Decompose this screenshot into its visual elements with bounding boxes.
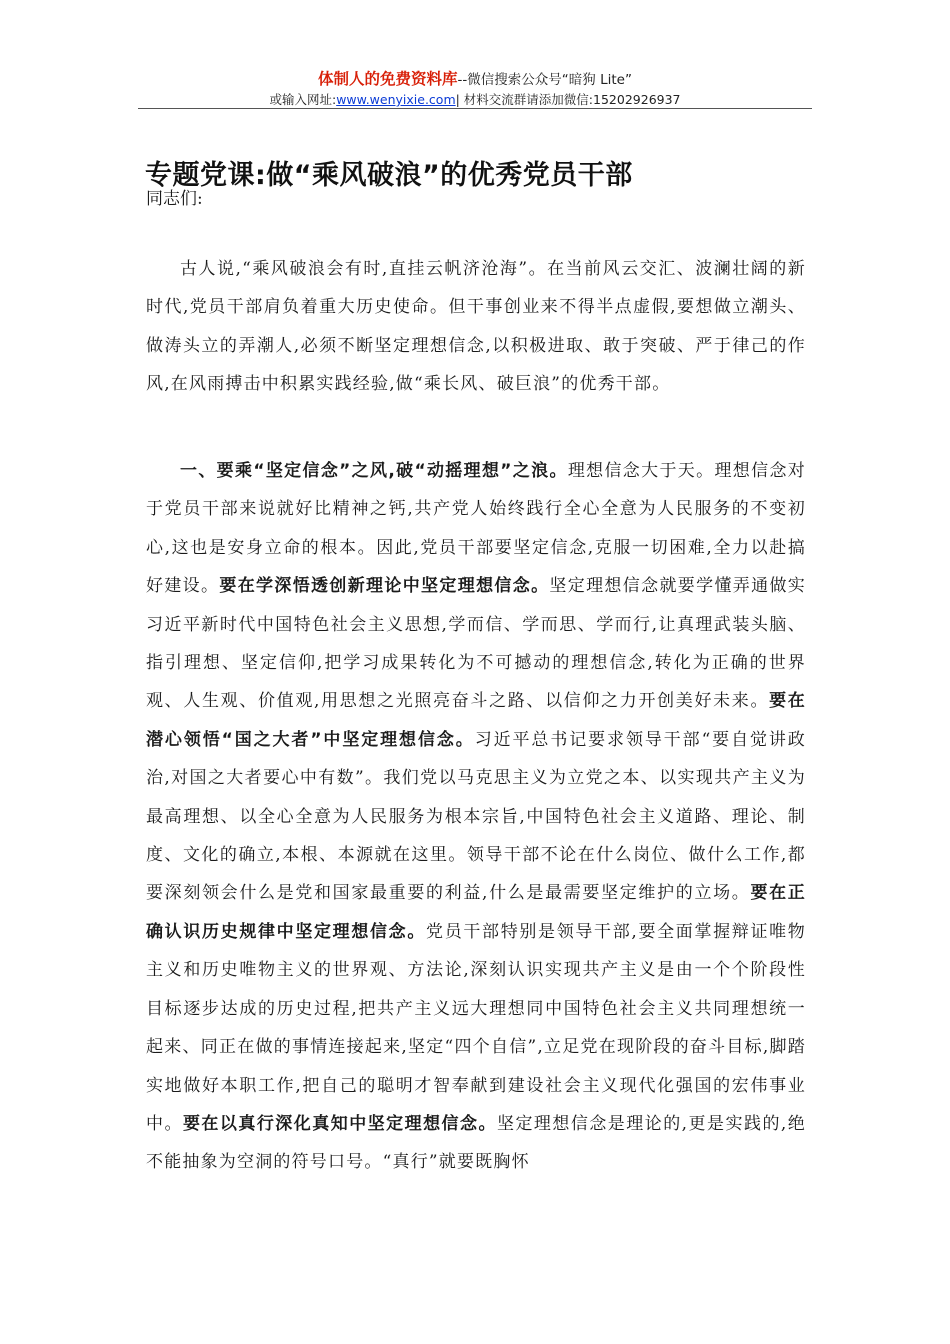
section-1-text: 坚定理想信念是理论的,更是实践的,绝不能抽象为空洞的符号口号。“真行”就要既胸怀 (146, 1113, 806, 1173)
section-1-point: 要在以真行深化真知中坚定理想信念。 (182, 1113, 497, 1134)
header-contact-line (138, 91, 812, 108)
intro-paragraph: 古人说,“乘风破浪会有时,直挂云帆济沧海”。在当前风云交汇、波澜壮阔的新时代,党员干部肩负着重大历史使命。但干事创业来不得半点虚假,要想做立潮头、做涛头立的弄潮人,必须不断坚定理想信念,以积极进取、敢于突破、严于律己的作风,在风雨搏击中积累实践经验,做“乘长风、破巨浪”的优秀干部。 (146, 259, 806, 395)
section-1-point: 要在正确认识历史规律中坚定理想信念。 (146, 883, 806, 942)
page-header (138, 70, 812, 108)
header-divider (138, 108, 812, 109)
header-url-prefix: 或输入网址: (269, 92, 337, 107)
greeting: 同志们: (146, 189, 203, 209)
section-1-text: 理想信念大于天。理想信念对于党员干部来说就好比精神之钙,共产党人始终践行全心全意为人民服务的不变初心,这也是安身立命的根本。因此,党员干部要坚定信念,克服一切困难,全力以赴搞好建设。 (146, 461, 807, 597)
document-title: 专题党课:做“乘风破浪”的优秀党员干部 (145, 160, 633, 191)
section-1-paragraph (146, 452, 806, 1182)
section-1-heading: 一、要乘“坚定信念”之风,破“动摇理想”之浪。 (180, 461, 568, 481)
header-brand: 体制人的免费资料库 (318, 70, 458, 88)
header-website-link[interactable]: www.wenyixie.com (336, 92, 456, 107)
section-1-point: 要在学深悟透创新理论中坚定理想信念。 (219, 576, 550, 597)
section-1-text: 党员干部特别是领导干部,要全面掌握辩证唯物主义和历史唯物主义的世界观、方法论,深刻认识实现共产主义是由一个个阶段性目标逐步达成的历史过程,把共产主义远大理想同中国特色社会主义共同理想统一起来、同正在做的事情连接起来,坚定“四个自信”,立足党在现阶段的奋斗目标,脚踏实地做好本职工作,把自己的聪明才智奉献到建设社会主义现代化强国的宏伟事业中。 (146, 921, 807, 1134)
section-1-text: 习近平总书记要求领导干部“要自觉讲政治,对国之大者要心中有数”。我们党以马克思主义为立党之本、以实现共产主义为最高理想、以全心全意为人民服务为根本宗旨,中国特色社会主义道路、理论、制度、文化的确立,本根、本源就在这里。领导干部不论在什么岗位、做什么工作,都要深刻领会什么是党和国家最重要的利益,什么是最需要坚定维护的立场。 (146, 729, 806, 904)
header-tagline: --微信搜索公众号“暗狗 Lite” (457, 72, 632, 88)
section-1-text: 坚定理想信念就要学懂弄通做实习近平新时代中国特色社会主义思想,学而信、学而思、学而行,让真理武装头脑、指引理想、坚定信仰,把学习成果转化为不可撼动的理想信念,转化为正确的世界观、人生观、价值观,用思想之光照亮奋斗之路、以信仰之力开创美好未来。 (146, 576, 806, 712)
header-promo-line (138, 70, 812, 89)
section-1-point: 要在潜心领悟“国之大者”中坚定理想信念。 (146, 691, 806, 750)
header-contact: | 材料交流群请添加微信:15202926937 (455, 92, 681, 107)
